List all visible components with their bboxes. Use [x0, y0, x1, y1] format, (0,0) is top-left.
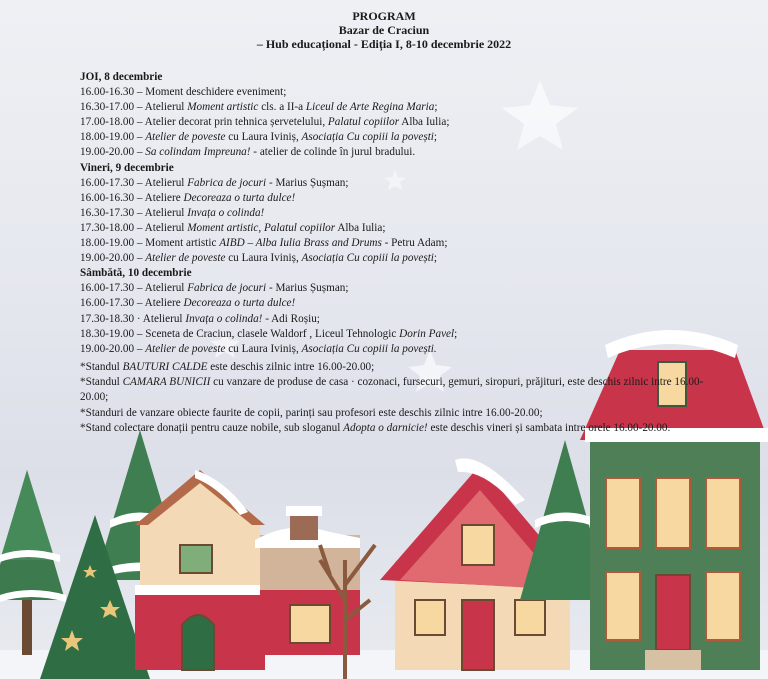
time-slot: 16.00-17.30 — [80, 176, 135, 189]
text-segment: – — [134, 342, 146, 355]
schedule-item — [80, 221, 457, 236]
schedule-item — [80, 327, 457, 342]
day-heading: JOI, 8 decembrie — [80, 71, 163, 83]
italic-text: Fabrica de jocuri — [187, 176, 267, 189]
text-segment: *Standuri de vanzare obiecte faurite de copii, parinți sau profesori este deschis zilnic intre 16.00-20.00; — [80, 406, 543, 419]
time-slot: 18.00-19.00 — [80, 237, 135, 250]
event-title: Bazar de Craciun — [338, 23, 430, 37]
text-segment: - Adi Roșiu; — [262, 312, 320, 325]
schedule-item — [80, 206, 457, 221]
time-slot: 18.30-19.00 — [80, 327, 135, 340]
text-segment: ; — [433, 131, 438, 144]
star-decoration — [502, 80, 578, 150]
italic-text: Atelier de poveste — [145, 131, 226, 144]
italic-text: Palatul copiilor — [327, 116, 400, 129]
schedule-item — [80, 236, 457, 251]
text-segment: cls. a II-a — [258, 101, 306, 114]
text-segment: cu vanzare de produse de casa · cozonaci, fursecuri, gemuri, siropuri, prăjituri, este deschis zilnic intre 16.00-20.00; — [80, 376, 704, 404]
time-slot: 16.00-17.30 — [80, 297, 135, 310]
italic-text: Fabrica de jocuri — [187, 282, 267, 295]
time-slot: 16.00-17.30 — [80, 282, 135, 295]
text-segment: – Moment deschidere eveniment; — [134, 86, 287, 99]
text-segment: Alba Iulia; — [335, 221, 386, 234]
time-slot: 16.00-16.30 — [80, 86, 135, 99]
italic-text: Asociația Cu copiii la povești — [301, 131, 434, 144]
note-line — [80, 421, 710, 436]
schedule-item — [80, 145, 457, 160]
text-segment: *Stand colectare donații pentru cauze nobile, sub sloganul — [80, 421, 344, 434]
italic-text: Moment artistic — [187, 101, 259, 114]
stand-notes — [80, 360, 710, 436]
schedule-item — [80, 281, 457, 296]
italic-text: Dorin Pavel — [399, 327, 455, 340]
text-segment: cu Laura Iviniș, — [225, 252, 302, 265]
program-schedule — [80, 70, 457, 357]
schedule-item — [80, 312, 457, 327]
italic-text: Adopta o darnicie! — [343, 421, 428, 434]
text-segment: – Ateliere — [134, 297, 184, 310]
text-segment: ; — [434, 101, 438, 114]
text-segment: – Atelierul — [134, 176, 188, 189]
schedule-item — [80, 115, 457, 130]
schedule-item — [80, 100, 457, 115]
text-segment: – — [134, 252, 146, 265]
italic-text: Atelier de poveste — [145, 252, 226, 265]
note-line — [80, 360, 710, 375]
schedule-item — [80, 342, 457, 357]
schedule-item — [80, 176, 457, 191]
italic-text: Decoreaza o turta dulce! — [183, 297, 296, 310]
italic-text: BAUTURI CALDE — [122, 361, 208, 373]
italic-text: Atelier de poveste — [145, 342, 226, 355]
text-segment: *Standul — [80, 361, 123, 373]
schedule-item — [80, 85, 457, 100]
text-segment: – Atelierul — [134, 101, 188, 114]
text-segment: - atelier de colinde în jurul bradului. — [250, 146, 416, 159]
note-line — [80, 406, 710, 421]
italic-text: Invața o colinda! — [187, 206, 265, 219]
text-segment: este deschis vineri și sambata intre orele 16.00-20.00. — [427, 421, 671, 434]
program-heading: PROGRAM — [352, 9, 416, 23]
text-segment: · Atelierul — [134, 312, 186, 325]
time-slot: 17.30-18.00 — [80, 221, 135, 234]
event-edition: – Hub educațional - Ediția I, 8-10 decembrie 2022 — [256, 37, 512, 51]
time-slot: 16.30-17.30 — [80, 206, 135, 219]
text-segment: – Atelierul — [134, 206, 188, 219]
text-segment: ; — [454, 327, 458, 340]
text-segment: ; — [433, 252, 438, 265]
text-segment: – — [134, 146, 146, 159]
text-segment: *Standul — [80, 376, 123, 389]
time-slot: 17.00-18.00 — [80, 116, 135, 129]
time-slot: 18.00-19.00 — [80, 131, 135, 144]
italic-text: Asociația Cu copiii la povești — [301, 252, 434, 265]
schedule-item — [80, 191, 457, 206]
text-segment: Alba Iulia; — [399, 116, 450, 129]
text-segment: cu Laura Iviniș, — [225, 131, 302, 144]
time-slot: 19.00-20.00 — [80, 146, 135, 159]
schedule-item — [80, 130, 457, 145]
time-slot: 16.00-16.30 — [80, 191, 135, 204]
schedule-item — [80, 296, 457, 311]
note-line — [80, 375, 710, 405]
time-slot: 17.30-18.30 — [80, 312, 135, 325]
text-segment: – Atelierul — [134, 282, 188, 295]
text-segment: - Marius Șușman; — [266, 282, 349, 295]
text-segment: – — [134, 131, 146, 144]
day-heading: Sâmbătă, 10 decembrie — [80, 267, 192, 280]
time-slot: 19.00-20.00 — [80, 252, 135, 265]
day-heading: Vineri, 9 decembrie — [80, 161, 174, 174]
text-segment: – Ateliere — [134, 191, 184, 204]
time-slot: 16.30-17.00 — [80, 101, 135, 114]
time-slot: 19.00-20.00 — [80, 342, 135, 355]
italic-text: Asociația Cu copiii la povești. — [301, 342, 437, 355]
text-segment: – Sceneta de Craciun, clasele Waldorf , Liceul Tehnologic — [134, 327, 400, 340]
italic-text: Decoreaza o turta dulce! — [183, 191, 296, 204]
text-segment: – Atelierul — [134, 221, 188, 234]
schedule-item — [80, 251, 457, 266]
italic-text: CAMARA BUNICII — [122, 376, 211, 389]
text-segment: - Petru Adam; — [381, 237, 448, 250]
text-segment: - Marius Șușman; — [266, 176, 349, 189]
italic-text: Sa colindam Impreuna! — [145, 146, 251, 159]
text-segment: este deschis zilnic intre 16.00-20.00; — [207, 361, 375, 373]
text-segment: – Atelier decorat prin tehnica șervetelului, — [134, 116, 328, 129]
italic-text: Invața o colinda! — [185, 312, 263, 325]
italic-text: Moment artistic, Palatul copiilor — [187, 221, 336, 234]
italic-text: AIBD – Alba Iulia Brass and Drums — [219, 237, 382, 250]
tree-left — [0, 470, 66, 655]
italic-text: Liceul de Arte Regina Maria — [305, 101, 435, 114]
text-segment: – Moment artistic — [134, 237, 220, 250]
text-segment: cu Laura Iviniș, — [225, 342, 302, 355]
